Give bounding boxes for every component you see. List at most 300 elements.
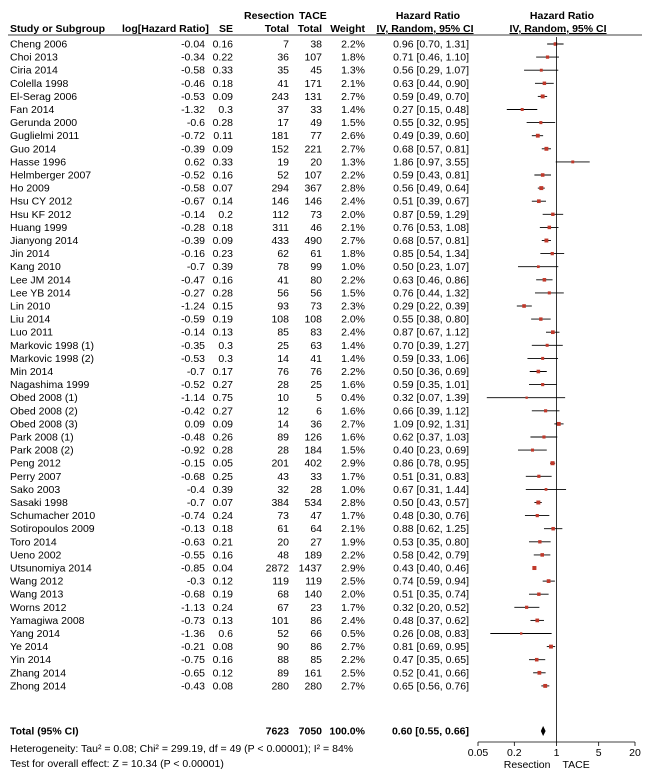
point-estimate: [543, 684, 547, 688]
study-total-tace: 140: [304, 588, 322, 601]
study-name: Ueno 2002: [10, 549, 62, 562]
study-weight: 1.7%: [341, 470, 365, 483]
study-se: 0.39: [212, 483, 233, 496]
study-total-tace: 83: [310, 326, 322, 339]
total-name: Total (95% CI): [10, 725, 79, 738]
point-estimate: [536, 134, 540, 138]
study-total-resection: 108: [271, 313, 289, 326]
study-ci: 1.86 [0.97, 3.55]: [393, 156, 469, 169]
study-ci: 0.87 [0.59, 1.29]: [393, 208, 469, 221]
study-name: Hasse 1996: [10, 156, 67, 169]
point-estimate: [535, 619, 539, 623]
study-name: Park 2008 (1): [10, 431, 74, 444]
study-ci: 0.58 [0.42, 0.79]: [393, 549, 469, 562]
study-ci: 0.67 [0.31, 1.44]: [393, 483, 469, 496]
study-name: Obed 2008 (3): [10, 418, 78, 431]
point-estimate: [541, 357, 544, 360]
study-weight: 2.0%: [341, 313, 365, 326]
study-weight: 1.6%: [341, 405, 365, 418]
study-total-resection: 433: [271, 235, 289, 247]
point-estimate: [546, 55, 549, 58]
study-se: 0.25: [212, 470, 233, 483]
study-loghr: -0.27: [181, 287, 205, 300]
study-total-tace: 36: [310, 418, 322, 431]
study-name: Luo 2011: [10, 326, 54, 339]
study-total-resection: 201: [271, 457, 289, 470]
total-ci: 0.60 [0.55, 0.66]: [391, 725, 469, 738]
point-estimate: [537, 593, 540, 596]
study-name: El-Serag 2006: [10, 90, 78, 103]
study-name: Lee JM 2014: [10, 274, 71, 287]
study-name: Gerunda 2000: [10, 117, 78, 130]
axis-label-tace: TACE: [562, 759, 590, 771]
study-loghr: -0.42: [181, 405, 205, 418]
header-hazard-ratio-plot: Hazard Ratio: [529, 10, 595, 22]
study-total-resection: 119: [272, 575, 289, 588]
study-total-resection: 85: [277, 326, 289, 339]
study-total-resection: 89: [277, 667, 289, 680]
point-estimate: [551, 461, 555, 465]
study-weight: 1.3%: [341, 64, 365, 77]
study-name: Zhong 2014: [10, 680, 67, 693]
study-total-tace: 25: [310, 379, 322, 392]
study-total-tace: 107: [304, 51, 322, 64]
study-name: Markovic 1998 (2): [10, 352, 95, 365]
study-ci: 0.50 [0.36, 0.69]: [393, 366, 469, 378]
point-estimate: [544, 147, 548, 151]
heterogeneity-text: Heterogeneity: Tau² = 0.08; Chi² = 299.19, df = 49 (P < 0.00001); I² = 84%: [10, 743, 354, 755]
study-total-tace: 86: [310, 614, 322, 627]
point-estimate: [532, 566, 536, 570]
study-total-resection: 28: [277, 379, 289, 392]
study-weight: 0.5%: [341, 628, 365, 640]
study-loghr: -1.24: [181, 300, 205, 313]
study-se: 0.16: [212, 38, 233, 51]
study-total-tace: 49: [310, 117, 322, 130]
study-total-resection: 78: [277, 261, 289, 274]
point-estimate: [539, 186, 543, 190]
study-weight: 2.2%: [341, 38, 365, 51]
point-estimate: [543, 82, 546, 85]
study-ci: 0.48 [0.30, 0.76]: [393, 510, 469, 523]
study-se: 0.28: [212, 117, 233, 130]
study-se: 0.6: [218, 628, 233, 640]
study-ci: 0.48 [0.37, 0.62]: [393, 614, 469, 627]
study-weight: 2.0%: [341, 208, 365, 221]
study-name: Worns 2012: [10, 601, 67, 614]
study-loghr: -0.53: [181, 90, 205, 103]
study-weight: 2.7%: [341, 418, 365, 431]
study-ci: 0.96 [0.70, 1.31]: [393, 38, 469, 51]
study-name: Guglielmi 2011: [10, 130, 80, 143]
study-weight: 1.5%: [341, 117, 365, 130]
study-ci: 0.51 [0.31, 0.83]: [393, 470, 469, 483]
study-total-resection: 112: [272, 208, 289, 221]
study-weight: 1.6%: [341, 379, 365, 392]
study-name: Hsu CY 2012: [10, 195, 73, 208]
study-se: 0.05: [212, 457, 233, 470]
overall-effect-text: Test for overall effect: Z = 10.34 (P < 0.00001): [10, 758, 224, 770]
study-weight: 2.4%: [341, 195, 365, 208]
header-tace: TACE: [299, 10, 327, 22]
study-total-tace: 66: [310, 628, 322, 640]
study-weight: 2.4%: [341, 326, 365, 339]
study-weight: 2.7%: [341, 641, 365, 654]
study-total-resection: 10: [277, 392, 289, 405]
study-total-resection: 76: [277, 366, 289, 378]
study-ci: 0.26 [0.08, 0.83]: [393, 628, 469, 640]
study-total-tace: 77: [310, 130, 322, 143]
study-ci: 0.43 [0.40, 0.46]: [393, 562, 469, 575]
study-se: 0.19: [212, 588, 233, 601]
study-total-resection: 90: [277, 641, 289, 654]
study-se: 0.18: [212, 523, 233, 536]
study-se: 0.16: [212, 274, 233, 287]
study-total-resection: 12: [277, 405, 289, 418]
study-ci: 0.27 [0.15, 0.48]: [393, 104, 469, 116]
study-weight: 2.2%: [341, 169, 365, 182]
study-total-tace: 108: [304, 313, 322, 326]
study-weight: 1.3%: [341, 156, 365, 169]
total-tace: 7050: [298, 725, 322, 738]
study-name: Colella 1998: [10, 77, 69, 90]
study-loghr: -0.52: [181, 379, 205, 392]
study-se: 0.75: [212, 392, 233, 405]
point-estimate: [546, 344, 549, 347]
study-se: 0.04: [212, 562, 233, 575]
study-total-resection: 14: [277, 418, 289, 431]
point-estimate: [537, 671, 541, 675]
total-resection: 7623: [265, 725, 289, 738]
study-se: 0.09: [212, 235, 233, 247]
point-estimate: [536, 514, 539, 517]
study-loghr: -0.14: [181, 326, 205, 339]
study-weight: 1.9%: [341, 536, 365, 549]
study-se: 0.2: [218, 208, 233, 221]
study-se: 0.39: [212, 261, 233, 274]
study-total-resection: 384: [271, 497, 289, 509]
study-total-resection: 56: [277, 287, 289, 300]
study-ci: 0.86 [0.78, 0.95]: [393, 457, 469, 470]
study-ci: 0.51 [0.35, 0.74]: [393, 588, 469, 601]
study-total-tace: 490: [304, 235, 322, 247]
study-name: Nagashima 1999: [10, 379, 90, 392]
point-estimate: [547, 579, 551, 583]
study-loghr: -0.68: [181, 588, 205, 601]
point-estimate: [541, 383, 544, 386]
study-ci: 0.32 [0.20, 0.52]: [393, 601, 469, 614]
study-name: Park 2008 (2): [10, 444, 74, 457]
study-loghr: -0.14: [181, 208, 205, 221]
study-se: 0.3: [218, 352, 233, 365]
study-loghr: -0.7: [186, 261, 205, 274]
study-loghr: -0.58: [181, 182, 205, 195]
study-total-tace: 119: [305, 575, 322, 588]
study-weight: 2.2%: [341, 549, 365, 562]
study-weight: 1.0%: [341, 483, 365, 496]
point-estimate: [540, 69, 543, 72]
header-loghr: log[Hazard Ratio]: [122, 23, 209, 35]
header-ci-plot: IV, Random, 95% CI: [509, 23, 607, 35]
study-ci: 0.81 [0.69, 0.95]: [393, 641, 469, 654]
study-loghr: -1.32: [181, 104, 205, 116]
study-total-resection: 93: [277, 300, 289, 313]
study-loghr: -0.74: [181, 510, 205, 523]
study-total-tace: 6: [316, 405, 322, 418]
study-loghr: -0.67: [181, 195, 205, 208]
study-total-tace: 63: [310, 339, 322, 352]
study-name: Helmberger 2007: [10, 169, 92, 182]
study-ci: 0.63 [0.46, 0.86]: [393, 274, 469, 287]
study-total-resection: 68: [277, 588, 289, 601]
study-loghr: -0.73: [181, 614, 205, 627]
study-weight: 2.8%: [341, 497, 365, 509]
point-estimate: [549, 645, 553, 649]
study-total-tace: 171: [304, 77, 322, 90]
study-weight: 1.5%: [341, 444, 365, 457]
study-loghr: -0.7: [186, 366, 205, 378]
study-name: Hsu KF 2012: [10, 208, 72, 221]
header-resection: Resection: [244, 10, 295, 22]
study-total-resection: 73: [277, 510, 289, 523]
point-estimate: [537, 265, 540, 268]
point-estimate: [539, 121, 542, 124]
study-total-tace: 56: [310, 287, 322, 300]
study-total-tace: 41: [310, 352, 322, 365]
study-loghr: -0.47: [181, 274, 205, 287]
study-se: 0.24: [212, 510, 233, 523]
study-ci: 0.51 [0.39, 0.67]: [393, 195, 469, 208]
study-total-tace: 76: [310, 366, 322, 378]
point-estimate: [522, 304, 526, 308]
study-weight: 2.7%: [341, 90, 365, 103]
study-ci: 0.50 [0.43, 0.57]: [393, 497, 469, 509]
study-se: 0.24: [212, 601, 233, 614]
point-estimate: [537, 199, 541, 203]
point-estimate: [542, 435, 545, 438]
study-se: 0.3: [218, 104, 233, 116]
study-total-tace: 61: [310, 248, 322, 261]
study-total-tace: 80: [310, 274, 322, 287]
study-se: 0.13: [212, 614, 233, 627]
study-loghr: -0.6: [186, 117, 205, 130]
study-weight: 2.2%: [341, 654, 365, 667]
x-tick-label: 0.05: [467, 747, 489, 759]
study-weight: 1.4%: [341, 352, 365, 365]
study-weight: 2.1%: [341, 77, 365, 90]
study-loghr: -0.43: [181, 680, 205, 693]
study-se: 0.08: [212, 680, 233, 693]
study-se: 0.28: [212, 444, 233, 457]
study-loghr: -0.35: [181, 339, 205, 352]
study-total-tace: 46: [310, 221, 322, 234]
study-weight: 2.4%: [341, 614, 365, 627]
study-total-tace: 280: [304, 680, 322, 693]
study-total-resection: 41: [277, 77, 289, 90]
study-total-tace: 402: [304, 457, 322, 470]
study-total-tace: 23: [310, 601, 322, 614]
study-ci: 0.63 [0.44, 0.90]: [393, 77, 469, 90]
study-se: 0.08: [212, 641, 233, 654]
study-se: 0.26: [212, 431, 233, 444]
study-total-tace: 221: [304, 143, 322, 156]
study-name: Schumacher 2010: [10, 510, 96, 523]
study-ci: 0.59 [0.49, 0.70]: [393, 90, 469, 103]
study-se: 0.3: [218, 339, 233, 352]
study-name: Min 2014: [10, 366, 54, 378]
study-total-tace: 47: [310, 510, 322, 523]
study-ci: 0.59 [0.35, 1.01]: [393, 379, 469, 392]
study-name: Sotiropoulos 2009: [10, 523, 95, 536]
total-weight: 100.0%: [329, 725, 365, 738]
study-total-resection: 32: [277, 483, 289, 496]
header-total-resection: Total: [264, 23, 289, 35]
study-weight: 2.7%: [341, 680, 365, 693]
study-loghr: -0.65: [181, 667, 205, 680]
study-total-resection: 52: [277, 169, 289, 182]
point-estimate: [551, 330, 555, 334]
study-se: 0.22: [212, 51, 233, 64]
study-loghr: -0.72: [181, 130, 205, 143]
point-estimate: [539, 317, 542, 320]
study-total-tace: 64: [310, 523, 322, 536]
study-se: 0.15: [212, 300, 233, 313]
study-ci: 0.49 [0.39, 0.60]: [393, 130, 469, 143]
study-weight: 2.8%: [341, 182, 365, 195]
study-total-tace: 73: [310, 300, 322, 313]
study-total-resection: 35: [277, 64, 289, 77]
study-se: 0.19: [212, 313, 233, 326]
study-total-resection: 14: [277, 352, 289, 365]
point-estimate: [540, 553, 544, 557]
study-total-resection: 311: [272, 221, 289, 234]
study-total-tace: 5: [316, 392, 322, 405]
study-weight: 1.0%: [341, 261, 365, 274]
study-loghr: -0.53: [181, 352, 205, 365]
study-se: 0.09: [212, 143, 233, 156]
study-total-resection: 181: [271, 130, 289, 143]
point-estimate: [571, 160, 574, 163]
study-loghr: -0.52: [181, 169, 205, 182]
study-se: 0.23: [212, 248, 233, 261]
study-total-resection: 17: [277, 117, 289, 130]
study-se: 0.12: [212, 575, 233, 588]
study-total-resection: 48: [277, 549, 289, 562]
study-loghr: -0.55: [181, 549, 205, 562]
study-loghr: -0.28: [181, 221, 205, 234]
study-se: 0.27: [212, 405, 233, 418]
study-loghr: -0.48: [181, 431, 205, 444]
study-weight: 2.2%: [341, 366, 365, 378]
study-total-tace: 27: [310, 536, 322, 549]
study-loghr: -0.7: [186, 497, 205, 509]
study-se: 0.13: [212, 326, 233, 339]
study-name: Kang 2010: [10, 261, 61, 274]
study-se: 0.14: [212, 195, 233, 208]
study-weight: 0.4%: [341, 392, 365, 405]
study-loghr: -0.92: [181, 444, 205, 457]
study-name: Ciria 2014: [10, 64, 58, 77]
point-estimate: [535, 658, 539, 662]
study-name: Wang 2012: [10, 575, 64, 588]
point-estimate: [537, 475, 540, 478]
study-total-resection: 20: [277, 536, 289, 549]
study-name: Zhang 2014: [10, 667, 67, 680]
study-se: 0.28: [212, 287, 233, 300]
study-weight: 1.7%: [341, 510, 365, 523]
study-loghr: -0.4: [186, 483, 205, 496]
x-tick-label: 1: [553, 747, 560, 759]
study-weight: 2.9%: [341, 457, 365, 470]
study-total-resection: 152: [271, 143, 289, 156]
study-ci: 0.32 [0.07, 1.39]: [393, 392, 469, 405]
study-name: Toro 2014: [10, 536, 57, 549]
study-total-tace: 107: [304, 169, 322, 182]
study-ci: 0.40 [0.23, 0.69]: [393, 444, 469, 457]
study-se: 0.16: [212, 549, 233, 562]
study-name: Obed 2008 (1): [10, 392, 78, 405]
header-ci: IV, Random, 95% CI: [376, 23, 474, 35]
study-loghr: -0.3: [186, 575, 205, 588]
study-loghr: 0.62: [184, 156, 205, 169]
point-estimate: [541, 94, 545, 98]
study-ci: 0.47 [0.35, 0.65]: [393, 654, 469, 667]
study-ci: 0.59 [0.33, 1.06]: [393, 352, 469, 365]
study-total-resection: 43: [277, 470, 289, 483]
study-name: Choi 2013: [10, 51, 58, 64]
study-total-tace: 146: [304, 195, 322, 208]
study-weight: 1.7%: [341, 601, 365, 614]
study-total-resection: 25: [277, 339, 289, 352]
study-name: Cheng 2006: [10, 38, 68, 51]
study-loghr: -0.13: [181, 523, 205, 536]
study-total-resection: 36: [277, 51, 289, 64]
study-ci: 0.66 [0.39, 1.12]: [393, 405, 469, 418]
header-se: SE: [218, 23, 233, 35]
study-ci: 0.29 [0.22, 0.39]: [393, 300, 469, 313]
study-weight: 1.8%: [341, 248, 365, 261]
study-loghr: -0.68: [181, 470, 205, 483]
study-loghr: -0.39: [181, 235, 205, 247]
point-estimate: [531, 449, 534, 452]
study-se: 0.09: [212, 90, 233, 103]
summary-diamond: [541, 726, 546, 736]
study-loghr: -0.04: [181, 38, 205, 51]
study-ci: 0.50 [0.23, 1.07]: [393, 261, 469, 274]
study-loghr: -0.16: [181, 248, 205, 261]
point-estimate: [548, 291, 551, 294]
study-name: Sasaki 1998: [10, 497, 68, 509]
study-name: Guo 2014: [10, 143, 57, 156]
study-total-resection: 61: [277, 523, 289, 536]
study-total-resection: 88: [277, 654, 289, 667]
study-ci: 1.09 [0.92, 1.31]: [393, 418, 469, 431]
study-loghr: -0.46: [181, 77, 205, 90]
study-total-tace: 85: [310, 654, 322, 667]
study-total-tace: 184: [304, 444, 322, 457]
study-total-tace: 1437: [298, 562, 322, 575]
study-total-tace: 20: [310, 156, 322, 169]
study-total-resection: 41: [277, 274, 289, 287]
study-ci: 0.55 [0.38, 0.80]: [393, 313, 469, 326]
study-name: Markovic 1998 (1): [10, 339, 95, 352]
study-weight: 1.6%: [341, 431, 365, 444]
point-estimate: [548, 226, 551, 229]
point-estimate: [536, 501, 540, 505]
study-se: 0.27: [212, 379, 233, 392]
study-loghr: -1.13: [181, 601, 205, 614]
study-loghr: -0.75: [181, 654, 205, 667]
